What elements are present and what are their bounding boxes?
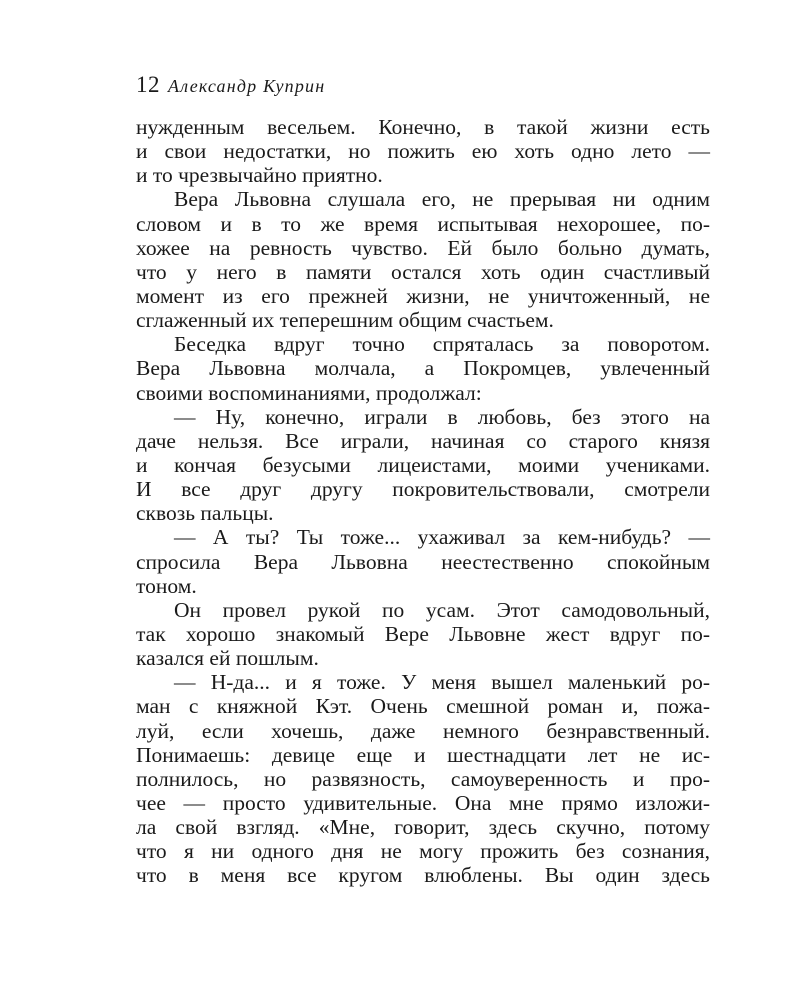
text-line: — Ну, конечно, играли в любовь, без этого на bbox=[174, 404, 710, 429]
text-line: и свои недостатки, но пожить ею хоть одно лето — bbox=[136, 139, 710, 164]
text-line: — А ты? Ты тоже... ухаживал за кем-нибудь? — bbox=[174, 525, 710, 550]
text-line: полнилось, но развязность, самоуверенность и про- bbox=[136, 766, 710, 791]
text-line: казался ей пошлым. bbox=[136, 646, 319, 671]
text-line: словом и в то же время испытывая нехорошее, по- bbox=[136, 211, 710, 236]
text-line: сглаженный их теперешним общим счастьем. bbox=[136, 308, 554, 333]
body-text bbox=[136, 115, 710, 888]
text-line: нужденным весельем. Конечно, в такой жизни есть bbox=[136, 115, 710, 139]
running-head-author: Александр Куприн bbox=[168, 76, 326, 96]
text-line: — Н-да... и я тоже. У меня вышел маленький ро- bbox=[174, 670, 710, 695]
text-line: даче нельзя. Все играли, начиная со старого князя bbox=[136, 428, 710, 453]
text-line: сквозь пальцы. bbox=[136, 501, 274, 526]
text-line: что я ни одного дня не могу прожить без сознания, bbox=[136, 839, 710, 864]
text-line: ла свой взгляд. «Мне, говорит, здесь скучно, потому bbox=[136, 815, 710, 840]
text-line: Беседка вдруг точно спряталась за поворотом. bbox=[174, 332, 710, 357]
text-line: и то чрезвычайно приятно. bbox=[136, 163, 383, 188]
text-line: и кончая безусыми лицеистами, моими учениками. bbox=[136, 452, 710, 477]
text-line: что у него в памяти остался хоть один счастливый bbox=[136, 259, 710, 284]
text-line: хожее на ревность чувство. Ей было больно думать, bbox=[136, 235, 710, 260]
text-line: что в меня все кругом влюблены. Вы один здесь bbox=[136, 863, 710, 888]
text-line: ман с княжной Кэт. Очень смешной роман и, пожа- bbox=[136, 694, 710, 719]
text-line: чее — просто удивительные. Она мне прямо изложи- bbox=[136, 790, 710, 815]
text-line: И все друг другу покровительствовали, смотрели bbox=[136, 477, 710, 502]
text-line: Он провел рукой по усам. Этот самодовольный, bbox=[174, 597, 710, 622]
running-head bbox=[136, 72, 716, 104]
text-line: так хорошо знакомый Вере Львовне жест вдруг по- bbox=[136, 621, 710, 646]
text-line: луй, если хочешь, даже немного безнравственный. bbox=[136, 718, 710, 743]
text-line: Вера Львовна молчала, а Покромцев, увлеченный bbox=[136, 356, 710, 381]
text-line: тоном. bbox=[136, 573, 197, 598]
text-line: своими воспоминаниями, продолжал: bbox=[136, 380, 482, 405]
text-line: момент из его прежней жизни, не уничтоженный, не bbox=[136, 283, 710, 308]
text-line: Вера Львовна слушала его, не прерывая ни одним bbox=[174, 187, 710, 212]
page-number: 12 bbox=[136, 72, 160, 97]
text-line: Понимаешь: девице еще и шестнадцати лет не ис- bbox=[136, 742, 710, 767]
text-line: спросила Вера Львовна неестественно спокойным bbox=[136, 549, 710, 574]
